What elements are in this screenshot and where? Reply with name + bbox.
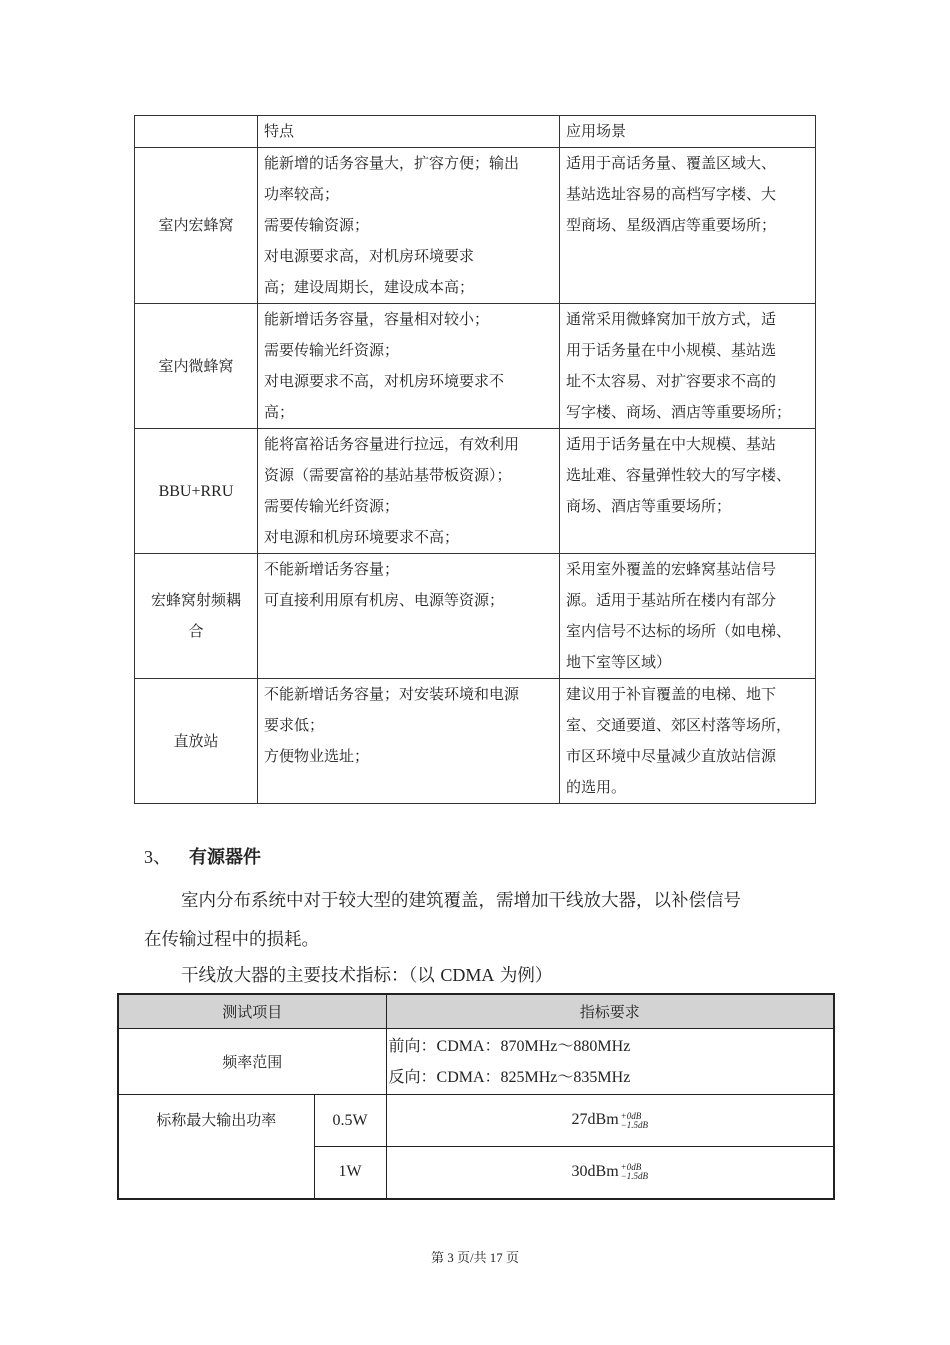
spec-table bbox=[117, 993, 835, 1200]
text-line: 适用于高话务量、覆盖区域大、 bbox=[566, 154, 777, 172]
text-line: 地下室等区域） bbox=[566, 653, 672, 671]
scenarios-cell bbox=[560, 554, 816, 679]
scenarios-cell bbox=[560, 148, 816, 304]
table-header-row bbox=[118, 994, 834, 1029]
table-row bbox=[118, 1095, 834, 1147]
tolerance bbox=[621, 1112, 648, 1130]
scenarios-cell bbox=[560, 429, 816, 554]
paragraph-text: CDMA bbox=[440, 965, 495, 985]
table-header-row bbox=[135, 116, 816, 148]
text-line: 不能新增话务容量； bbox=[264, 560, 400, 578]
row-label: BBU+RRU bbox=[135, 429, 258, 554]
comparison-table bbox=[134, 115, 816, 804]
freq-label: 频率范围 bbox=[118, 1029, 386, 1095]
text-line: 需要传输光纤资源； bbox=[264, 497, 400, 515]
text-line: 高； bbox=[264, 403, 295, 421]
tolerance-lower: −1.5dB bbox=[620, 1119, 648, 1130]
text-line: 基站选址容易的高档写字楼、大 bbox=[566, 185, 777, 203]
section-number: 3、 bbox=[144, 847, 171, 867]
header-cell-test-item: 测试项目 bbox=[118, 994, 386, 1029]
text-line: 商场、酒店等重要场所； bbox=[566, 497, 732, 515]
page-footer: 第 3 页/共 17 页 bbox=[430, 1250, 520, 1265]
features-cell bbox=[258, 148, 560, 304]
text-line: 宏蜂窝射频耦 bbox=[150, 591, 241, 609]
paragraph-line bbox=[181, 962, 552, 987]
table-row bbox=[118, 1029, 834, 1095]
features-cell bbox=[258, 304, 560, 429]
section-title: 有源器件 bbox=[189, 847, 261, 868]
section-heading bbox=[144, 843, 261, 869]
table-row bbox=[135, 429, 816, 554]
power-rating: 1W bbox=[314, 1147, 386, 1199]
table-row bbox=[135, 554, 816, 679]
text-line: 高；建设周期长，建设成本高； bbox=[264, 278, 475, 296]
table-row bbox=[135, 148, 816, 304]
text-line: 能新增话务容量，容量相对较小； bbox=[264, 310, 490, 328]
features-cell bbox=[258, 554, 560, 679]
tolerance-upper: +0dB bbox=[620, 1110, 642, 1121]
text-line: 用于话务量在中小规模、基站选 bbox=[566, 341, 777, 359]
text-line: 对电源和机房环境要求不高； bbox=[264, 528, 460, 546]
power-value: 30dBm bbox=[571, 1163, 619, 1181]
row-label: 室内宏蜂窝 bbox=[135, 148, 258, 304]
text-line: 型商场、星级酒店等重要场所； bbox=[566, 216, 777, 234]
text-line: 源。适用于基站所在楼内有部分 bbox=[566, 591, 777, 609]
text-line: 可直接利用原有机房、电源等资源； bbox=[264, 591, 505, 609]
text-line: 合 bbox=[188, 622, 204, 640]
text-line: 址不太容易、对扩容要求不高的 bbox=[566, 372, 777, 390]
text-line: 室内信号不达标的场所（如电梯、 bbox=[566, 622, 792, 640]
text-line: 需要传输光纤资源； bbox=[264, 341, 400, 359]
power-value: 27dBm bbox=[571, 1111, 619, 1129]
freq-values bbox=[386, 1029, 834, 1095]
paragraph-text: 干线放大器的主要技术指标：（以 bbox=[181, 966, 441, 986]
header-cell-empty bbox=[135, 116, 258, 148]
table-row bbox=[135, 304, 816, 429]
paragraph-line: 室内分布系统中对于较大型的建筑覆盖，需增加干线放大器，以补偿信号 bbox=[181, 891, 741, 911]
header-cell-requirement: 指标要求 bbox=[386, 994, 834, 1029]
scenarios-cell bbox=[560, 679, 816, 804]
header-cell-features: 特点 bbox=[258, 116, 560, 148]
text-line: 采用室外覆盖的宏蜂窝基站信号 bbox=[566, 560, 777, 578]
text-line: 方便物业选址； bbox=[264, 747, 370, 765]
freq-forward: 前向：CDMA：870MHz～880MHz bbox=[388, 1037, 631, 1055]
text-line: 通常采用微蜂窝加干放方式，适 bbox=[566, 310, 777, 328]
text-line: 能新增的话务容量大，扩容方便；输出 bbox=[264, 154, 520, 172]
text-line: 不能新增话务容量；对安装环境和电源 bbox=[264, 685, 520, 703]
power-rating: 0.5W bbox=[314, 1095, 386, 1147]
tolerance-lower: −1.5dB bbox=[620, 1171, 648, 1182]
text-line: 能将富裕话务容量进行拉远，有效利用 bbox=[264, 435, 520, 453]
text-line: 建议用于补盲覆盖的电梯、地下 bbox=[566, 685, 777, 703]
text-line: 市区环境中尽量减少直放站信源 bbox=[566, 747, 777, 765]
freq-reverse: 反向：CDMA：825MHz～835MHz bbox=[388, 1068, 631, 1086]
text-line: 室、交通要道、郊区村落等场所， bbox=[566, 716, 792, 734]
power-value-cell bbox=[386, 1147, 834, 1199]
paragraph-line: 在传输过程中的损耗。 bbox=[144, 930, 319, 950]
features-cell bbox=[258, 679, 560, 804]
features-cell bbox=[258, 429, 560, 554]
power-value-cell bbox=[386, 1095, 834, 1147]
text-line: 对电源要求高，对机房环境要求 bbox=[264, 247, 475, 265]
text-line: 功率较高； bbox=[264, 185, 340, 203]
paragraph-text: 为例） bbox=[494, 966, 553, 986]
power-label: 标称最大输出功率 bbox=[118, 1095, 314, 1199]
text-line: 需要传输资源； bbox=[264, 216, 370, 234]
header-cell-scenarios: 应用场景 bbox=[560, 116, 816, 148]
text-line: 选址难、容量弹性较大的写字楼、 bbox=[566, 466, 792, 484]
text-line: 对电源要求不高，对机房环境要求不 bbox=[264, 372, 505, 390]
text-line: 适用于话务量在中大规模、基站 bbox=[566, 435, 777, 453]
tolerance bbox=[621, 1163, 648, 1181]
row-label bbox=[135, 554, 258, 679]
text-line: 资源（需要富裕的基站基带板资源）； bbox=[264, 466, 512, 484]
tolerance-upper: +0dB bbox=[620, 1162, 642, 1173]
scenarios-cell bbox=[560, 304, 816, 429]
text-line: 要求低； bbox=[264, 716, 325, 734]
text-line: 的选用。 bbox=[566, 778, 627, 796]
row-label: 直放站 bbox=[135, 679, 258, 804]
table-row bbox=[135, 679, 816, 804]
text-line: 写字楼、商场、酒店等重要场所； bbox=[566, 403, 792, 421]
row-label: 室内微蜂窝 bbox=[135, 304, 258, 429]
